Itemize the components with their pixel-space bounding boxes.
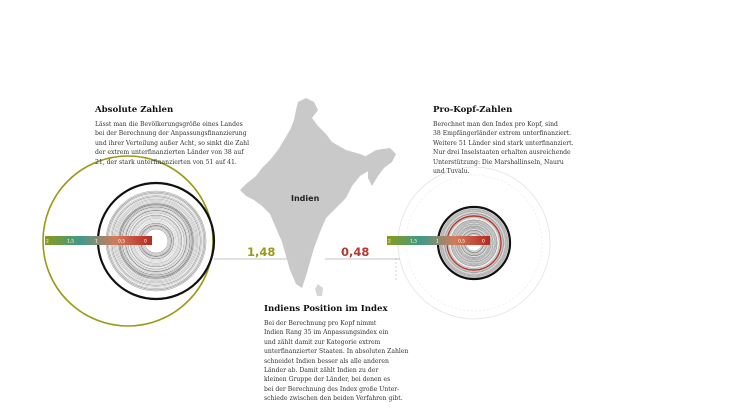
absolute-text-block: [95, 105, 275, 167]
color-scale-left: [45, 236, 152, 245]
absolute-line: 21, der stark unterfinanzierten von 51 auf 41.: [95, 158, 237, 166]
color-scale-right: [387, 236, 490, 245]
northeast-india-shape: [366, 148, 396, 186]
india-position-line: kleinen Gruppe der Länder, bei denen es: [264, 376, 391, 384]
per-capita-line: Berechnet man den Index pro Kopf, sind: [433, 121, 558, 128]
scale-tick-right-4: 0: [482, 239, 485, 245]
scale-tick-right-1: 1,5: [410, 239, 418, 245]
per-capita-line: Unterstützung: Die Marshallinseln, Nauru: [433, 158, 564, 166]
india-position-line: schneidet Indien besser als alle anderen: [264, 357, 389, 365]
per-capita-radial-chart: [325, 167, 550, 319]
india-position-line: Länder ab. Damit zählt Indien zu der: [264, 367, 379, 375]
per-capita-body: [433, 120, 603, 176]
per-capita-line: 38 Empfängerländer extrem unterfinanziert.: [433, 130, 572, 138]
scale-tick-left-4: 0: [144, 239, 147, 245]
india-position-heading: Indiens Position im Index: [264, 304, 388, 314]
absolute-line: und ihrer Verteilung außer Acht, so sinkt die Zahl: [95, 139, 250, 147]
india-position-line: Bei der Berechnung pro Kopf nimmt: [264, 320, 377, 327]
scale-tick-left-3: 0,5: [118, 239, 126, 245]
scale-tick-left-0: 2: [46, 239, 49, 245]
per-capita-line: Nur drei Inselstaaten erhalten ausreichende: [433, 149, 571, 157]
india-position-line: schiede zwischen den beiden Verfahren gibt.: [264, 395, 403, 403]
scale-tick-left-2: 1: [95, 239, 98, 245]
india-position-line: bei der Berechnung des Index große Unter-: [264, 385, 400, 393]
per-capita-value: 0,48: [341, 245, 370, 259]
scale-tick-right-2: 1: [436, 239, 439, 245]
india-position-line: unterfinanzierter Staaten. In absoluten Zahlen: [264, 348, 409, 356]
absolute-line: bei der Berechnung der Anpassungsfinanzierung: [95, 130, 247, 138]
scale-tick-left-1: 1,5: [67, 239, 75, 245]
india-position-line: und zählt damit zur Kategorie extrem: [264, 338, 381, 346]
absolute-line: Lässt man die Bevölkerungsgröße eines Landes: [95, 121, 243, 128]
absolute-heading: Absolute Zahlen: [95, 105, 174, 115]
scale-tick-right-0: 2: [388, 239, 391, 245]
scale-tick-right-3: 0,5: [458, 239, 466, 245]
india-position-body: [264, 319, 434, 404]
absolute-line: der extrem unterfinanzierten Länder von 38 auf: [95, 149, 244, 157]
absolute-value: 1,48: [247, 245, 276, 259]
per-capita-heading: Pro-Kopf-Zahlen: [433, 105, 513, 115]
map-country-label: Indien: [291, 194, 320, 203]
india-position-text-block: [264, 304, 434, 404]
sri-lanka-shape: [315, 284, 323, 296]
per-capita-line: Weitere 51 Länder sind stark unterfinanziert.: [433, 139, 574, 147]
india-position-line: Indien Rang 35 im Anpassungsindex ein: [264, 329, 389, 337]
per-capita-line: und Tuvalu.: [433, 168, 470, 176]
per-capita-text-block: [433, 105, 603, 176]
absolute-body: [95, 120, 275, 167]
